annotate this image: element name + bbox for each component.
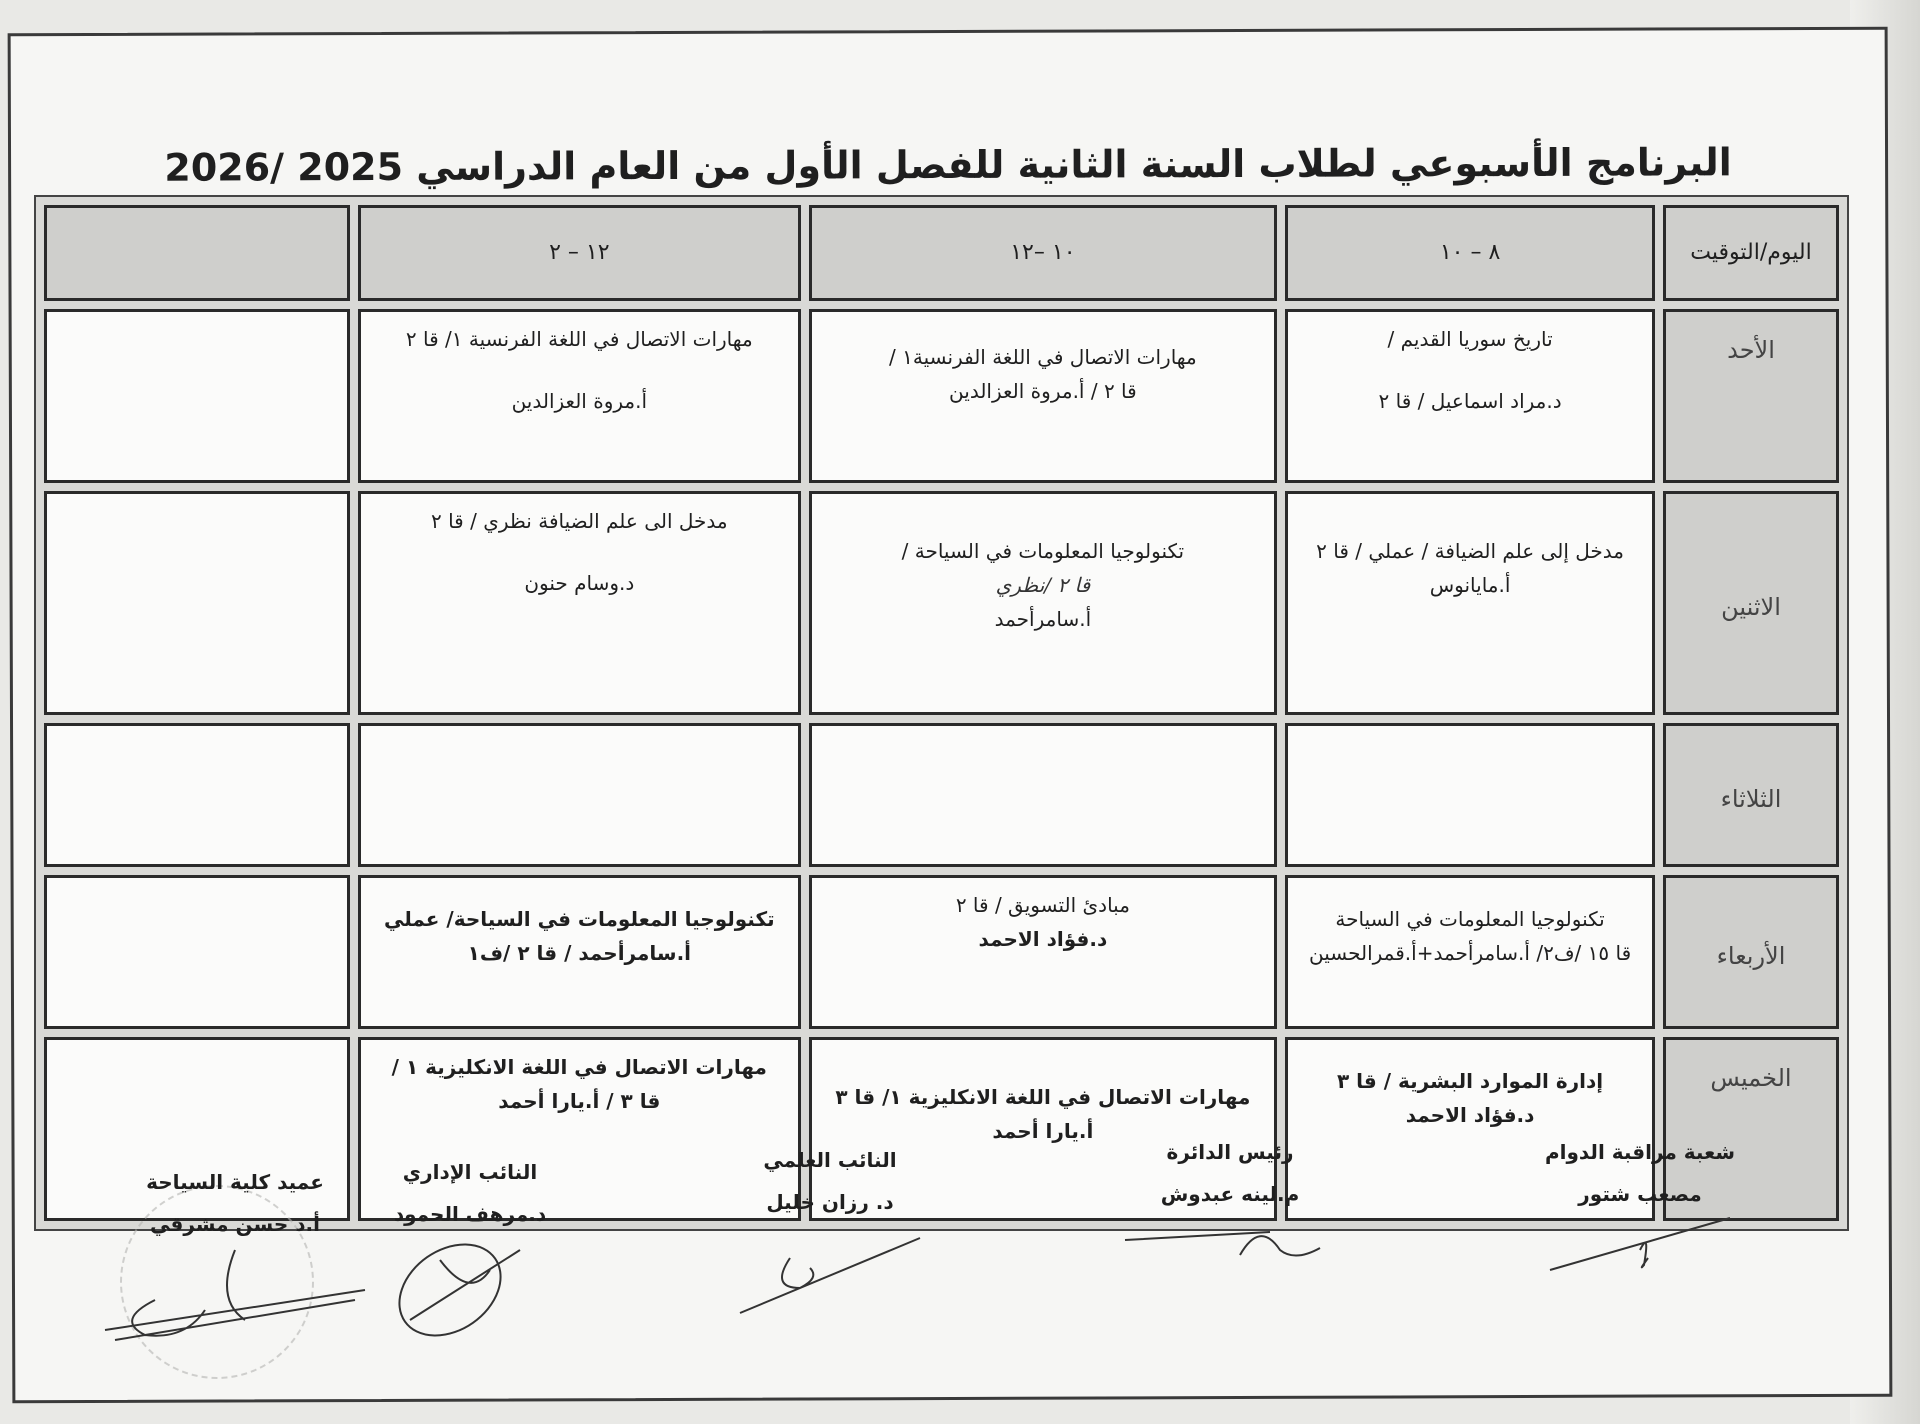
row-sunday (44, 309, 1839, 483)
instructor-line: أ.يارا أحمد (992, 1119, 1094, 1143)
signature-attendance-office (1520, 1140, 1760, 1280)
course-line: تكنولوجيا المعلومات في السياحة / (901, 539, 1185, 563)
handwritten-signature (95, 1240, 375, 1350)
day-cell: الثلاثاء (1663, 723, 1839, 867)
day-cell: الاثنين (1663, 491, 1839, 715)
instructor-line: د.وسام حنون (524, 571, 635, 595)
header-slot-12-2: ١٢ – ٢ (358, 205, 801, 301)
row-wednesday (44, 875, 1839, 1029)
class-cell (358, 309, 801, 483)
instructor-line: قا ٣ / أ.يارا أحمد (498, 1089, 661, 1113)
signature-role: النائب العلمي (763, 1148, 897, 1172)
signature-scientific-deputy (700, 1148, 960, 1318)
day-cell: الأحد (1663, 309, 1839, 483)
header-slot-10-12: ١٠ –١٢ (809, 205, 1278, 301)
course-line: مهارات الاتصال في اللغة الانكليزية ١ / (391, 1055, 767, 1079)
signature-name: مصعب شتور (1578, 1182, 1702, 1206)
instructor-line: أ.سامرأحمد (994, 607, 1092, 631)
day-cell: الأربعاء (1663, 875, 1839, 1029)
class-cell (358, 491, 801, 715)
handwritten-signature (730, 1218, 930, 1318)
instructor-line: د.فؤاد الاحمد (1405, 1103, 1535, 1127)
class-cell (1285, 309, 1655, 483)
signature-name: د. رزان خليل (766, 1190, 894, 1214)
class-cell (358, 875, 801, 1029)
row-tuesday (44, 723, 1839, 867)
class-cell (809, 309, 1278, 483)
signature-department-head (1100, 1140, 1360, 1270)
course-line: إدارة الموارد البشرية / قا ٣ (1336, 1069, 1604, 1093)
header-slot-empty (44, 205, 350, 301)
signature-role: النائب الإداري (402, 1160, 538, 1184)
course-line: مهارات الاتصال في اللغة الانكليزية ١/ قا ٣ (835, 1085, 1251, 1109)
instructor-line: د.فؤاد الاحمد (978, 927, 1108, 951)
course-line: مهارات الاتصال في اللغة الفرنسية ١/ قا ٢ (405, 327, 753, 351)
signatures-section (60, 1140, 1780, 1380)
course-line: مدخل إلى علم الضيافة / عملي / قا ٢ (1316, 539, 1624, 563)
signature-name: أ.د حسن مشرقي (150, 1212, 320, 1236)
document-title: البرنامج الأسبوعي لطلاب السنة الثانية للفصل الأول من العام الدراسي 2025 /2026 (164, 140, 1732, 190)
course-line: مبادئ التسويق / قا ٢ (955, 893, 1130, 917)
signature-name: د.مرهف الحمود (393, 1202, 547, 1226)
header-day-time: اليوم/التوقيت (1663, 205, 1839, 301)
empty-class-cell (358, 723, 801, 867)
course-line: تكنولوجيا المعلومات في السياحة/ عملي (383, 907, 775, 931)
header-slot-8-10: ٨ – ١٠ (1285, 205, 1655, 301)
signature-role: عميد كلية السياحة (146, 1170, 324, 1194)
course-line: تكنولوجيا المعلومات في السياحة (1335, 907, 1605, 931)
class-cell (1285, 875, 1655, 1029)
empty-cell (44, 723, 350, 867)
class-cell (809, 875, 1278, 1029)
signature-name: م.لينه عبدوش (1160, 1182, 1300, 1206)
handwritten-signature (1120, 1210, 1340, 1270)
handwritten-signature (370, 1230, 570, 1340)
instructor-line: أ.مايانوس (1429, 573, 1511, 597)
course-line: تاريخ سوريا القديم / (1387, 327, 1553, 351)
class-cell (809, 491, 1278, 715)
instructor-line: أ.مروة العزالدين (511, 389, 648, 413)
empty-cell (44, 491, 350, 715)
instructor-line: قا ٢ / أ.مروة العزالدين (949, 379, 1137, 403)
room-line: قا ٢ /نظري (995, 573, 1091, 597)
signature-role: شعبة مراقبة الدوام (1544, 1140, 1736, 1164)
weekly-schedule-table (34, 195, 1849, 1231)
instructor-line: قا ١٥ /ف٢/ أ.سامرأحمد+أ.قمرالحسين (1308, 941, 1632, 965)
handwritten-signature (1540, 1210, 1740, 1280)
empty-class-cell (1285, 723, 1655, 867)
empty-class-cell (809, 723, 1278, 867)
empty-cell (44, 875, 350, 1029)
signature-role: رئيس الدائرة (1166, 1140, 1294, 1164)
day-cell: الخميس (1663, 1037, 1839, 1221)
empty-cell (44, 309, 350, 483)
instructor-line: د.مراد اسماعيل / قا ٢ (1378, 389, 1562, 413)
header-row (44, 205, 1839, 301)
instructor-line: أ.سامرأحمد / قا ٢ /ف١ (467, 941, 692, 965)
signature-dean (90, 1170, 380, 1350)
class-cell (1285, 491, 1655, 715)
course-line: مهارات الاتصال في اللغة الفرنسية١ / (889, 345, 1197, 369)
course-line: مدخل الى علم الضيافة نظري / قا ٢ (430, 509, 728, 533)
row-monday (44, 491, 1839, 715)
